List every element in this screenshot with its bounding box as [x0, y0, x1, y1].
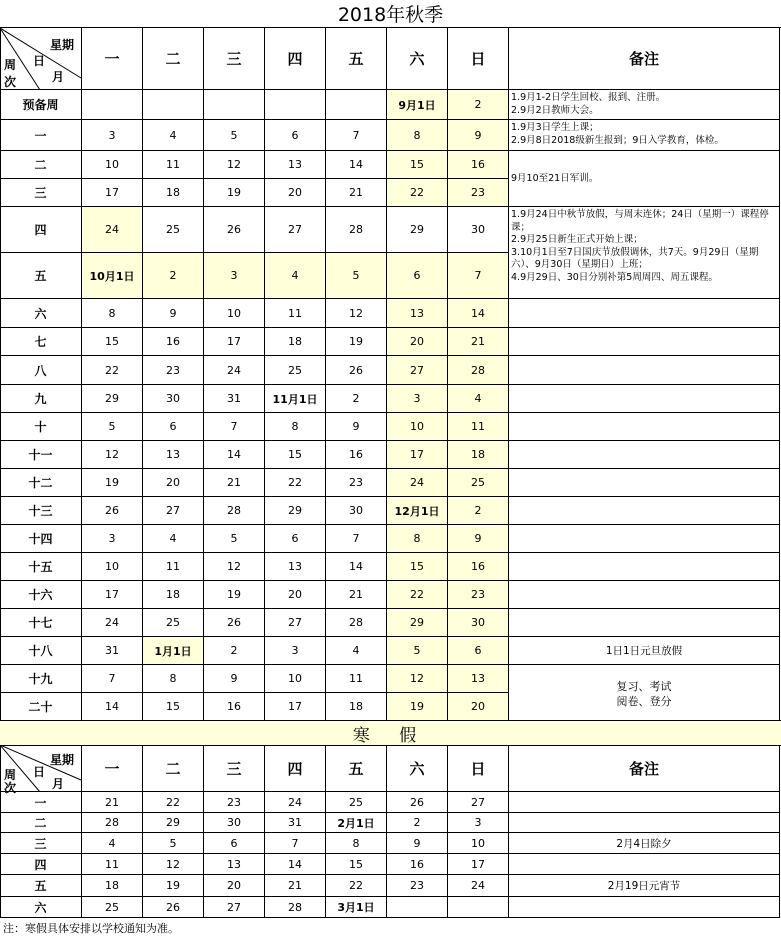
- corner-label-week-top: 周: [4, 768, 17, 783]
- winter-day-cell: 20: [204, 875, 265, 897]
- winter-weekday-header-2: 二: [143, 745, 204, 792]
- semester-weekday-header-3: 三: [204, 28, 265, 90]
- note-military-training: 9月10至21日军训。: [509, 151, 780, 207]
- day-cell: 24: [204, 356, 265, 385]
- note-exams: 复习、考试 阅卷、登分: [509, 665, 780, 721]
- corner-label-week-bottom: 次: [4, 75, 17, 89]
- day-cell: 3: [204, 253, 265, 299]
- day-cell: 15: [265, 441, 326, 469]
- day-cell: 13: [387, 299, 448, 328]
- winter-weekday-header-1: 一: [82, 745, 143, 792]
- day-cell: 11: [326, 665, 387, 693]
- winter-day-cell: 14: [265, 854, 326, 875]
- winter-day-cell: 21: [265, 875, 326, 897]
- day-cell: 9: [326, 413, 387, 441]
- winter-day-cell: 28: [265, 897, 326, 918]
- winter-day-cell: 23: [204, 792, 265, 813]
- day-cell: 27: [387, 356, 448, 385]
- winter-week-label: 五: [0, 875, 82, 897]
- semester-weekday-header-5: 五: [326, 28, 387, 90]
- winter-weekday-header-6: 六: [387, 745, 448, 792]
- day-cell: 10: [204, 299, 265, 328]
- week-label: 十八: [0, 637, 82, 665]
- day-cell: 16: [204, 693, 265, 721]
- semester-weekday-header-6: 六: [387, 28, 448, 90]
- day-cell: 31: [82, 637, 143, 665]
- winter-notes-header: 备注: [509, 745, 780, 792]
- semester-weekday-header-1: 一: [82, 28, 143, 90]
- winter-day-cell: 3月1日: [326, 897, 387, 918]
- winter-weekday-header-4: 四: [265, 745, 326, 792]
- winter-day-cell: 17: [448, 854, 509, 875]
- day-cell: 18: [448, 441, 509, 469]
- corner-label-week-top: 周: [4, 58, 17, 72]
- day-cell: 24: [387, 469, 448, 497]
- winter-week-label: 三: [0, 833, 82, 854]
- day-cell: 5: [387, 637, 448, 665]
- day-cell: 11月1日: [265, 385, 326, 413]
- day-cell: 5: [204, 525, 265, 553]
- week-label: 三: [0, 179, 82, 207]
- day-cell: 22: [387, 581, 448, 609]
- corner-label-mid: 日: [33, 765, 46, 780]
- week-label: 十二: [0, 469, 82, 497]
- winter-note: [509, 897, 780, 918]
- winter-day-cell: 9: [387, 833, 448, 854]
- week-label: 十三: [0, 497, 82, 525]
- winter-day-cell: 23: [387, 875, 448, 897]
- corner-label-right: 月: [52, 777, 65, 792]
- day-cell: 11: [143, 151, 204, 179]
- day-cell: [143, 90, 204, 120]
- day-cell: 29: [387, 609, 448, 637]
- day-cell: 27: [265, 609, 326, 637]
- day-cell: 17: [82, 581, 143, 609]
- note-empty: [509, 441, 780, 469]
- note-empty: [509, 525, 780, 553]
- winter-note: [509, 813, 780, 833]
- winter-day-cell: 6: [204, 833, 265, 854]
- day-cell: 19: [204, 179, 265, 207]
- day-cell: 6: [265, 525, 326, 553]
- day-cell: 27: [265, 207, 326, 253]
- semester-weekday-header-2: 二: [143, 28, 204, 90]
- day-cell: 3: [82, 120, 143, 151]
- day-cell: 12: [204, 151, 265, 179]
- day-cell: 15: [143, 693, 204, 721]
- day-cell: 8: [387, 525, 448, 553]
- day-cell: 17: [204, 328, 265, 356]
- day-cell: 11: [265, 299, 326, 328]
- winter-day-cell: 3: [448, 813, 509, 833]
- semester-weekday-header-7: 日: [448, 28, 509, 90]
- day-cell: 8: [143, 665, 204, 693]
- winter-day-cell: 25: [326, 792, 387, 813]
- day-cell: 8: [387, 120, 448, 151]
- week-label: 一: [0, 120, 82, 151]
- day-cell: 2: [143, 253, 204, 299]
- day-cell: 29: [387, 207, 448, 253]
- day-cell: 2: [448, 90, 509, 120]
- day-cell: 2: [448, 497, 509, 525]
- winter-week-label: 二: [0, 813, 82, 833]
- day-cell: 28: [204, 497, 265, 525]
- day-cell: 6: [448, 637, 509, 665]
- day-cell: 9: [143, 299, 204, 328]
- note-empty: [509, 469, 780, 497]
- note-empty: [509, 497, 780, 525]
- day-cell: 20: [448, 693, 509, 721]
- day-cell: 9: [448, 525, 509, 553]
- winter-week-label: 四: [0, 854, 82, 875]
- day-cell: 14: [326, 553, 387, 581]
- note-empty: [509, 328, 780, 356]
- day-cell: 19: [82, 469, 143, 497]
- day-cell: 20: [265, 581, 326, 609]
- day-cell: 9: [204, 665, 265, 693]
- day-cell: [82, 90, 143, 120]
- day-cell: 2: [326, 385, 387, 413]
- week-label: 六: [0, 299, 82, 328]
- winter-break-title: 寒 假: [0, 720, 781, 746]
- week-label: 十五: [0, 553, 82, 581]
- note-holidays: 1.9月24日中秋节放假，与周末连休；24日（星期一）课程停课； 2.9月25日新生正式开始上课； 3.10月1日至7日国庆节放假调休，共7天。9月29日（星期六）、9月30日（星期日）上班； 4.9月29日、30日分别补第5周周四、周五课程。: [509, 207, 780, 299]
- day-cell: 14: [204, 441, 265, 469]
- day-cell: 15: [387, 553, 448, 581]
- day-cell: 18: [326, 693, 387, 721]
- semester-header-corner: [0, 28, 82, 90]
- week-label: 十七: [0, 609, 82, 637]
- winter-week-label: 一: [0, 792, 82, 813]
- week-label: 十四: [0, 525, 82, 553]
- winter-day-cell: 7: [265, 833, 326, 854]
- page-title: 2018年秋季: [0, 0, 781, 28]
- week-label: 预备周: [0, 90, 82, 120]
- day-cell: 8: [265, 413, 326, 441]
- winter-day-cell: 26: [143, 897, 204, 918]
- week-label: 二: [0, 151, 82, 179]
- winter-day-cell: 29: [143, 813, 204, 833]
- winter-day-cell: 22: [143, 792, 204, 813]
- day-cell: 14: [82, 693, 143, 721]
- day-cell: 3: [387, 385, 448, 413]
- winter-day-cell: 15: [326, 854, 387, 875]
- day-cell: 10: [82, 553, 143, 581]
- winter-day-cell: 16: [387, 854, 448, 875]
- day-cell: 6: [143, 413, 204, 441]
- winter-note: 2月4日除夕: [509, 833, 780, 854]
- day-cell: 22: [387, 179, 448, 207]
- winter-day-cell: 19: [143, 875, 204, 897]
- week-label: 十: [0, 413, 82, 441]
- day-cell: 27: [143, 497, 204, 525]
- winter-day-cell: 21: [82, 792, 143, 813]
- day-cell: 30: [448, 207, 509, 253]
- day-cell: 22: [265, 469, 326, 497]
- day-cell: 31: [204, 385, 265, 413]
- winter-header-corner: [0, 745, 82, 796]
- day-cell: 22: [82, 356, 143, 385]
- week-label: 五: [0, 253, 82, 299]
- winter-day-cell: 25: [82, 897, 143, 918]
- week-label: 八: [0, 356, 82, 385]
- note-week-1: 1.9月3日学生上课； 2.9月8日2018级新生报到；9日入学教育，体检。: [509, 120, 780, 151]
- winter-weekday-header-5: 五: [326, 745, 387, 792]
- winter-day-cell: 2: [387, 813, 448, 833]
- note-empty: [509, 413, 780, 441]
- day-cell: 7: [204, 413, 265, 441]
- day-cell: 19: [387, 693, 448, 721]
- winter-day-cell: 30: [204, 813, 265, 833]
- winter-note: [509, 854, 780, 875]
- corner-label-week-bottom: 次: [4, 781, 17, 796]
- day-cell: 17: [265, 693, 326, 721]
- note-empty: [509, 299, 780, 328]
- day-cell: 13: [448, 665, 509, 693]
- day-cell: 12月1日: [387, 497, 448, 525]
- semester-weekday-header-4: 四: [265, 28, 326, 90]
- day-cell: 19: [326, 328, 387, 356]
- day-cell: 16: [143, 328, 204, 356]
- day-cell: 16: [448, 553, 509, 581]
- day-cell: 18: [143, 581, 204, 609]
- day-cell: 28: [448, 356, 509, 385]
- day-cell: 17: [387, 441, 448, 469]
- note-empty: [509, 581, 780, 609]
- day-cell: 26: [82, 497, 143, 525]
- day-cell: 21: [204, 469, 265, 497]
- day-cell: 10: [387, 413, 448, 441]
- day-cell: 29: [82, 385, 143, 413]
- semester-notes-header: 备注: [509, 28, 780, 90]
- winter-day-cell: 22: [326, 875, 387, 897]
- day-cell: 13: [143, 441, 204, 469]
- day-cell: 12: [326, 299, 387, 328]
- week-label: 十一: [0, 441, 82, 469]
- day-cell: 18: [265, 328, 326, 356]
- day-cell: 5: [326, 253, 387, 299]
- day-cell: [326, 90, 387, 120]
- corner-label-top: 星期: [50, 38, 75, 52]
- day-cell: 9月1日: [387, 90, 448, 120]
- footnote: 注：寒假具体安排以学校通知为准。: [3, 922, 179, 935]
- winter-day-cell: 31: [265, 813, 326, 833]
- winter-day-cell: 24: [265, 792, 326, 813]
- day-cell: [265, 90, 326, 120]
- day-cell: 26: [204, 609, 265, 637]
- note-new-year: 1日1日元旦放假: [509, 637, 780, 665]
- day-cell: 17: [82, 179, 143, 207]
- winter-day-cell: 11: [82, 854, 143, 875]
- corner-label-top: 星期: [50, 753, 75, 768]
- winter-day-cell: 2月1日: [326, 813, 387, 833]
- day-cell: 12: [82, 441, 143, 469]
- day-cell: 7: [326, 525, 387, 553]
- winter-day-cell: 18: [82, 875, 143, 897]
- day-cell: 16: [326, 441, 387, 469]
- winter-day-cell: 10: [448, 833, 509, 854]
- day-cell: 4: [143, 525, 204, 553]
- winter-day-cell: [387, 897, 448, 918]
- winter-day-cell: 24: [448, 875, 509, 897]
- day-cell: 26: [204, 207, 265, 253]
- note-empty: [509, 553, 780, 581]
- day-cell: 24: [82, 207, 143, 253]
- day-cell: 13: [265, 151, 326, 179]
- day-cell: 29: [265, 497, 326, 525]
- day-cell: 12: [204, 553, 265, 581]
- day-cell: 20: [265, 179, 326, 207]
- winter-day-cell: 4: [82, 833, 143, 854]
- day-cell: 25: [143, 609, 204, 637]
- week-label: 四: [0, 207, 82, 253]
- winter-day-cell: [448, 897, 509, 918]
- day-cell: 2: [204, 637, 265, 665]
- winter-day-cell: 5: [143, 833, 204, 854]
- day-cell: 8: [82, 299, 143, 328]
- day-cell: 15: [387, 151, 448, 179]
- day-cell: 25: [143, 207, 204, 253]
- day-cell: 28: [326, 207, 387, 253]
- day-cell: 6: [387, 253, 448, 299]
- day-cell: 10月1日: [82, 253, 143, 299]
- day-cell: 25: [448, 469, 509, 497]
- day-cell: 18: [143, 179, 204, 207]
- day-cell: 19: [204, 581, 265, 609]
- day-cell: 23: [448, 179, 509, 207]
- winter-day-cell: 8: [326, 833, 387, 854]
- note-empty: [509, 385, 780, 413]
- day-cell: 3: [265, 637, 326, 665]
- winter-note: 2月19日元宵节: [509, 875, 780, 897]
- day-cell: 30: [448, 609, 509, 637]
- day-cell: 3: [82, 525, 143, 553]
- day-cell: 23: [326, 469, 387, 497]
- corner-label-mid: 日: [33, 54, 46, 68]
- day-cell: 7: [82, 665, 143, 693]
- winter-day-cell: 13: [204, 854, 265, 875]
- day-cell: 14: [326, 151, 387, 179]
- week-label: 七: [0, 328, 82, 356]
- day-cell: 30: [326, 497, 387, 525]
- day-cell: 30: [143, 385, 204, 413]
- day-cell: 11: [143, 553, 204, 581]
- day-cell: 4: [265, 253, 326, 299]
- day-cell: 7: [448, 253, 509, 299]
- note-prep-week: 1.9月1-2日学生回校、报到、注册。 2.9月2日教师大会。: [509, 90, 780, 120]
- day-cell: 23: [448, 581, 509, 609]
- winter-week-label: 六: [0, 897, 82, 918]
- day-cell: 5: [204, 120, 265, 151]
- day-cell: 13: [265, 553, 326, 581]
- winter-day-cell: 26: [387, 792, 448, 813]
- winter-weekday-header-7: 日: [448, 745, 509, 792]
- day-cell: 20: [387, 328, 448, 356]
- day-cell: 21: [326, 581, 387, 609]
- day-cell: 20: [143, 469, 204, 497]
- day-cell: 7: [326, 120, 387, 151]
- day-cell: 23: [143, 356, 204, 385]
- day-cell: 28: [326, 609, 387, 637]
- winter-day-cell: 27: [204, 897, 265, 918]
- week-label: 二十: [0, 693, 82, 721]
- day-cell: 15: [82, 328, 143, 356]
- day-cell: 21: [326, 179, 387, 207]
- day-cell: 1月1日: [143, 637, 204, 665]
- day-cell: [204, 90, 265, 120]
- winter-day-cell: 27: [448, 792, 509, 813]
- day-cell: 21: [448, 328, 509, 356]
- day-cell: 26: [326, 356, 387, 385]
- winter-day-cell: 12: [143, 854, 204, 875]
- day-cell: 24: [82, 609, 143, 637]
- day-cell: 4: [143, 120, 204, 151]
- week-label: 十九: [0, 665, 82, 693]
- winter-weekday-header-3: 三: [204, 745, 265, 792]
- day-cell: 10: [265, 665, 326, 693]
- note-empty: [509, 356, 780, 385]
- day-cell: 5: [82, 413, 143, 441]
- week-label: 十六: [0, 581, 82, 609]
- day-cell: 4: [448, 385, 509, 413]
- corner-label-right: 月: [52, 70, 65, 84]
- week-label: 九: [0, 385, 82, 413]
- day-cell: 6: [265, 120, 326, 151]
- day-cell: 9: [448, 120, 509, 151]
- day-cell: 14: [448, 299, 509, 328]
- note-empty: [509, 609, 780, 637]
- day-cell: 25: [265, 356, 326, 385]
- winter-day-cell: 28: [82, 813, 143, 833]
- day-cell: 16: [448, 151, 509, 179]
- winter-note: [509, 792, 780, 813]
- day-cell: 11: [448, 413, 509, 441]
- day-cell: 4: [326, 637, 387, 665]
- day-cell: 12: [387, 665, 448, 693]
- day-cell: 10: [82, 151, 143, 179]
